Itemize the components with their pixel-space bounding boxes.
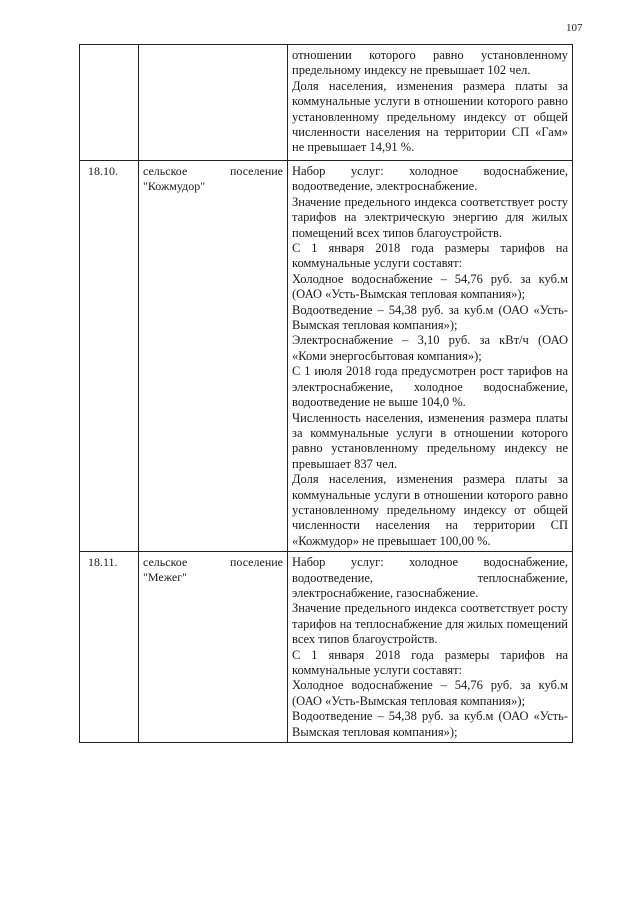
paragraph: С 1 июля 2018 года предусмотрен рост тарифов на электроснабжение, холодное водоснабжение, водоотведение не выше 104,0 %.	[292, 364, 568, 410]
paragraph: С 1 января 2018 года размеры тарифов на коммунальные услуги составят:	[292, 647, 568, 677]
table-row	[80, 45, 573, 161]
settlement-type: сельское поселение	[143, 164, 283, 178]
paragraph: Доля населения, изменения размера платы за коммунальные услуги в отношении которого равно установленному предельному индексу от общей численности населения на территории СП «Гам» не превышает 14,91 %.	[292, 78, 568, 155]
settlement-cell	[139, 45, 288, 161]
table-row	[80, 552, 573, 743]
paragraph: Электроснабжение – 3,10 руб. за кВт/ч (ОАО «Коми энергосбытовая компания»);	[292, 333, 568, 363]
paragraph: Холодное водоснабжение – 54,76 руб. за куб.м (ОАО «Усть-Вымская тепловая компания»);	[292, 678, 568, 708]
paragraph: предельному индексу не превышает 102 чел.	[292, 63, 531, 78]
paragraph: Набор услуг: холодное водоснабжение, водоотведение, теплоснабжение, электроснабжение, газоснабжение.	[292, 555, 568, 600]
settlement-cell	[139, 552, 288, 743]
settlement-name: "Межег"	[143, 570, 188, 585]
description-cell	[288, 45, 573, 161]
settlement-cell	[139, 161, 288, 552]
row-number	[80, 45, 139, 161]
settlement-type: сельское поселение	[143, 555, 283, 570]
description-cell	[288, 161, 573, 552]
paragraph: отношении которого равно установленному	[292, 48, 568, 62]
paragraph: Доля населения, изменения размера платы за коммунальные услуги в отношении которого равно установленному предельному индексу от общей численности населения на территории СП «Кожмудор» не превышает 100,00 %.	[292, 472, 568, 548]
paragraph: Значение предельного индекса соответствует росту тарифов на теплоснабжение для жилых помещений всех типов благоустройств.	[292, 601, 568, 647]
tariff-table	[79, 44, 573, 743]
paragraph: С 1 января 2018 года размеры тарифов на коммунальные услуги составят:	[292, 241, 568, 271]
table-row	[80, 161, 573, 552]
paragraph: Численность населения, изменения размера платы за коммунальные услуги в отношении которого равно установленному предельному индексу не превышает 837 чел.	[292, 410, 568, 471]
page-number: 107	[566, 22, 583, 34]
paragraph: Водоотведение – 54,38 руб. за куб.м (ОАО «Усть-Вымская тепловая компания»);	[292, 709, 568, 739]
paragraph: Водоотведение – 54,38 руб. за куб.м (ОАО «Усть-Вымская тепловая компания»);	[292, 302, 568, 333]
row-number: 18.10.	[80, 161, 139, 552]
row-number: 18.11.	[80, 552, 139, 743]
paragraph: Набор услуг: холодное водоснабжение, водоотведение, электроснабжение.	[292, 164, 568, 194]
paragraph: Холодное водоснабжение – 54,76 руб. за куб.м (ОАО «Усть-Вымская тепловая компания»);	[292, 271, 568, 302]
description-cell	[288, 552, 573, 743]
paragraph: Значение предельного индекса соответствует росту тарифов на электрическую энергию для жилых помещений всех типов благоустройств.	[292, 194, 568, 240]
settlement-name: "Кожмудор"	[143, 179, 206, 193]
